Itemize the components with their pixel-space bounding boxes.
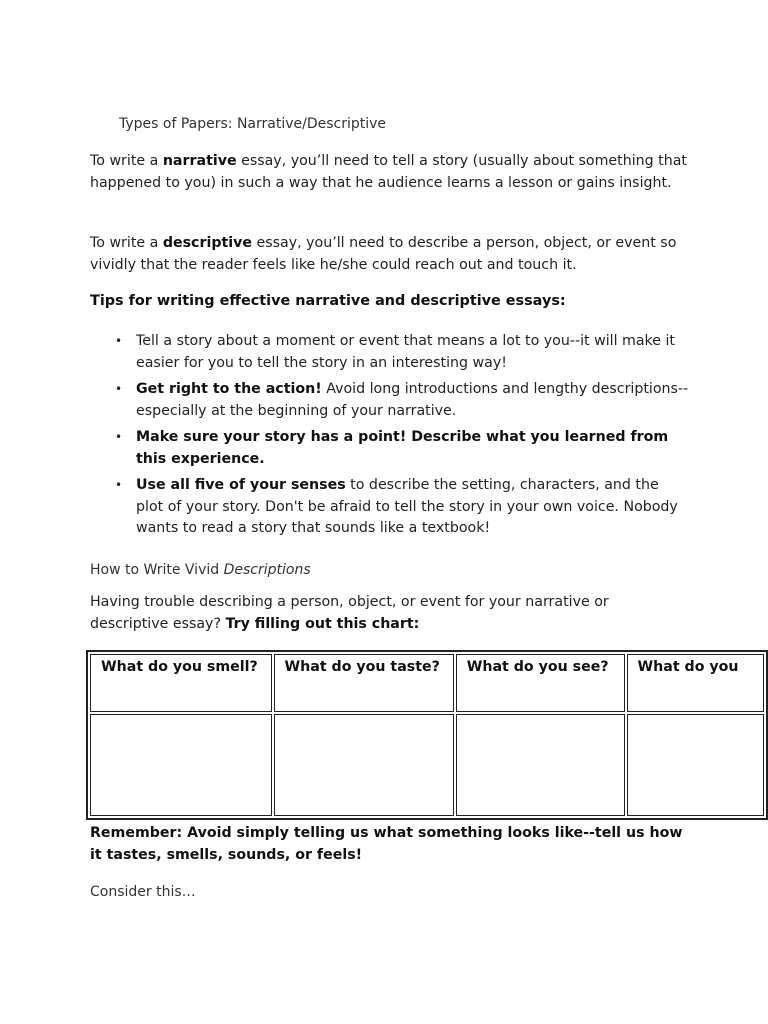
bullet-icon: • (115, 334, 123, 348)
howto-italic: Descriptions (223, 562, 311, 578)
chart-intro-paragraph (90, 592, 690, 635)
howto-plain: How to Write Vivid (90, 562, 224, 578)
tip-bold: Get right to the action! (136, 381, 322, 397)
document-title: Types of Papers: Narrative/Descriptive (119, 116, 387, 132)
chart-intro-bold: Try filling out this chart: (225, 615, 420, 632)
descriptive-paragraph (90, 233, 690, 276)
senses-chart-table (86, 650, 768, 820)
remember-note: Remember: Avoid simply telling us what something looks like--tell us how it tastes, smells, sounds, or feels! (90, 825, 683, 863)
bullet-icon: • (115, 478, 123, 492)
tips-list (90, 331, 690, 545)
table-cell-empty (90, 714, 272, 816)
header-fourth: What do you (627, 654, 765, 712)
tip-text: to describe the setting, characters, and the plot of your story. Don't be afraid to tell the story in your own voice. Nobody wants to read a story that sounds like a textbook! (136, 477, 678, 536)
vivid-descriptions-heading (90, 562, 311, 578)
descriptive-post: essay, you’ll need to describe a person, object, or event so vividly that the reader feels like he/she could reach out and touch it. (90, 235, 677, 273)
table-header-row (90, 654, 764, 712)
table-cell-empty (274, 714, 454, 816)
table-row (90, 714, 764, 816)
tips-heading: Tips for writing effective narrative and descriptive essays: (90, 293, 566, 309)
bullet-icon: • (115, 382, 123, 396)
tip-text: Avoid long introductions and lengthy descriptions--especially at the beginning of your narrative. (136, 381, 689, 419)
narrative-paragraph (90, 151, 690, 194)
header-see: What do you see? (456, 654, 625, 712)
header-smell: What do you smell? (90, 654, 272, 712)
list-item (90, 331, 690, 374)
narrative-post: essay, you’ll need to tell a story (usually about something that happened to you) in such a way that he audience learns a lesson or gains insight. (90, 153, 687, 191)
descriptive-term: descriptive (162, 235, 252, 251)
list-item (90, 427, 690, 470)
tip-bold: Make sure your story has a point! Describe what you learned from this experience. (136, 429, 669, 467)
chart-intro-text: Having trouble describing a person, object, or event for your narrative or descriptive essay? (90, 594, 609, 632)
list-item (90, 475, 690, 540)
consider-line: Consider this… (90, 884, 196, 900)
tip-text: Tell a story about a moment or event that means a lot to you--it will make it easier for you to tell the story in an interesting way! (136, 333, 675, 371)
list-item (90, 379, 690, 422)
tip-bold: Use all five of your senses (136, 477, 346, 493)
header-taste: What do you taste? (274, 654, 454, 712)
bullet-icon: • (115, 430, 123, 444)
table-cell-empty (456, 714, 625, 816)
descriptive-pre: To write a (90, 235, 163, 251)
table-cell-empty (627, 714, 765, 816)
narrative-term: narrative (162, 153, 237, 169)
narrative-pre: To write a (90, 153, 163, 169)
